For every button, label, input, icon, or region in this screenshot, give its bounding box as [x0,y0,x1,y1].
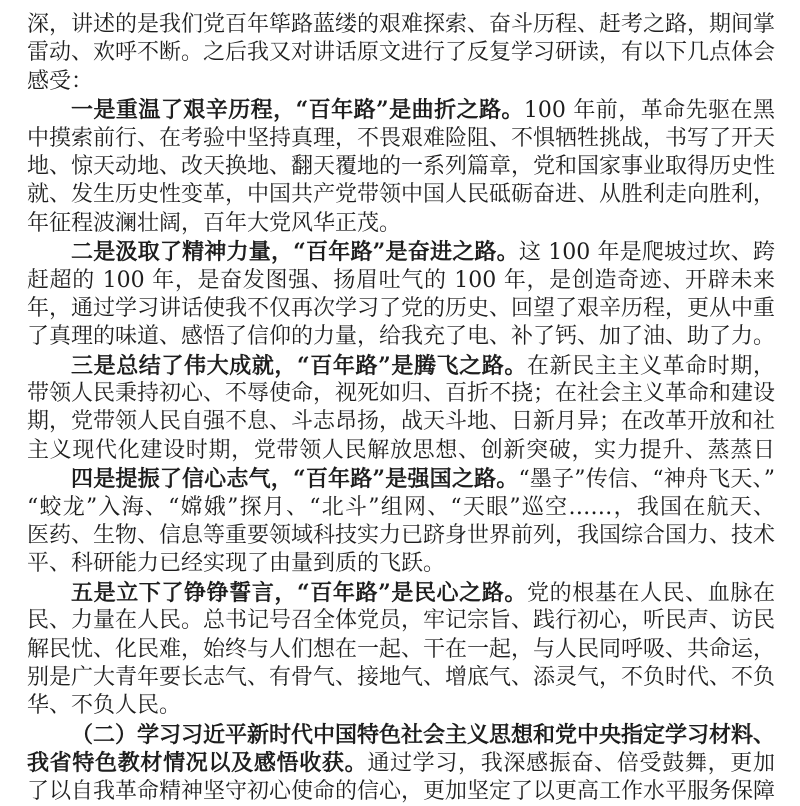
text-line-content [27,267,775,295]
text-line [27,68,775,96]
text-line-content [71,579,775,607]
bold-heading-text: 一是重温了艰辛历程，“百年路”是曲折之路。 [71,97,524,124]
body-text: 感受： [27,68,94,94]
text-line [27,437,775,465]
text-line-content [27,607,775,635]
body-text: 深，讲述的是我们党百年筚路蓝缕的艰难探索、奋斗历程、赶考之路，期间掌 [27,12,775,37]
body-text: 带领人民秉持初心、不辱使命，视死如归、百折不挠；在社会主义革命和建设 [27,381,775,407]
text-line-content [27,323,775,351]
text-line [27,692,775,720]
text-line-content [27,664,775,692]
text-line-content [71,721,775,749]
text-line-content [71,465,775,493]
text-line [27,125,775,153]
text-line [27,352,775,380]
text-line-content [27,550,775,578]
text-line-content [27,636,775,664]
text-line [27,494,775,522]
body-text: “墨子”传信、“神舟飞天、” [518,467,775,493]
text-line-content [27,68,775,96]
body-text: 平、科研能力已经实现了由量到质的飞跃。 [27,551,446,577]
body-text: 主义现代化建设时期，党带领人民解放思想、创新突破，实力提升、蒸蒸日 [27,437,775,463]
text-line [27,11,775,39]
text-line-content [27,210,775,238]
body-text: 这 100 年是爬坡过坎、跨 [518,240,775,266]
text-line-content [27,437,775,465]
text-line-content [27,380,775,408]
body-text: 100 年前，革命先驱在黑 [523,98,775,124]
text-line [27,465,775,493]
body-text: “蛟龙”入海、“嫦娥”探月、“北斗”组网、“天眼”巡空……，我国在航天、 [27,494,775,520]
document-body [27,11,775,806]
text-line-content [71,238,775,266]
text-line [27,522,775,550]
text-line-content [27,749,775,777]
text-line [27,550,775,578]
body-text: 华、不负人民。 [27,693,182,719]
body-text: 中摸索前行、在考验中坚持真理，不畏艰难险阻、不惧牺牲挑战，书写了开天 [27,125,775,151]
text-line-content [27,153,775,181]
text-line [27,267,775,295]
text-line-content [27,11,775,39]
text-line [27,408,775,436]
text-line [27,778,775,806]
body-text: 年征程波澜壮阔，百年大党风华正茂。 [27,210,402,236]
text-line-content [27,125,775,153]
body-text: 就、发生历史性变革，中国共产党带领中国人民砥砺奋进、从胜利走向胜利， [27,182,775,208]
text-line [27,749,775,777]
body-text: 医药、生物、信息等重要领域科技实力已跻身世界前列，我国综合国力、技术 [27,523,775,549]
bold-heading-text: 三是总结了伟大成就，“百年路”是腾飞之路。 [71,352,527,379]
bold-heading-text: （二）学习习近平新时代中国特色社会主义思想和党中央指定学习材料、 [71,721,775,748]
text-line [27,295,775,323]
body-text: 地、惊天动地、改天换地、翻天覆地的一系列篇章，党和国家事业取得历史性 [27,153,775,179]
body-text: 期，党带领人民自强不息、斗志昂扬，战天斗地、日新月异；在改革开放和社 [27,409,775,435]
text-line [27,721,775,749]
text-line [27,636,775,664]
body-text: 别是广大青年要长志气、有骨气、接地气、增底气、添灵气，不负时代、不负 [27,664,775,690]
text-line [27,380,775,408]
body-text: 了真理的味道、感悟了信仰的力量，给我充了电、补了钙、加了油、助了力。 [27,324,775,350]
body-text: 通过学习，我深感振奋、倍受鼓舞，更加 [367,751,775,777]
bold-heading-text: 四是提振了信心志气，“百年路”是强国之路。 [71,466,519,493]
text-line-content [27,692,775,720]
text-line [27,96,775,124]
bold-heading-text: 五是立下了铮铮誓言，“百年路”是民心之路。 [71,579,527,606]
text-line [27,181,775,209]
text-line-content [71,352,775,380]
text-line-content [71,96,775,124]
body-text: 赶超的 100 年，是奋发图强、扬眉吐气的 100 年，是创造奇迹、开辟未来 [27,267,775,293]
text-line-content [27,181,775,209]
text-line [27,238,775,266]
body-text: 雷动、欢呼不断。之后我又对讲话原文进行了反复学习研读，有以下几点体会 [27,40,775,66]
text-line-content [27,522,775,550]
text-line [27,607,775,635]
text-line [27,210,775,238]
text-line [27,664,775,692]
bold-heading-text: 二是汲取了精神力量，“百年路”是奋进之路。 [71,239,519,266]
text-line-content [27,39,775,67]
text-line [27,39,775,67]
text-line-content [27,778,775,806]
text-line-content [27,494,775,522]
text-line-content [27,408,775,436]
body-text: 了以自我革命精神坚守初心使命的信心，更加坚定了以更高工作水平服务保障 [27,778,775,804]
text-line-content [27,295,775,323]
text-line [27,323,775,351]
body-text: 党的根基在人民、血脉在 [526,580,775,606]
body-text: 年，通过学习讲话使我不仅再次学习了党的历史、回望了艰辛历程，更从中重 [27,295,775,321]
body-text: 民、力量在人民。总书记号召全体党员，牢记宗旨、践行初心，听民声、访民 [27,608,775,634]
text-line [27,579,775,607]
bold-heading-text: 我省特色教材情况以及感悟收获。 [27,750,368,777]
body-text: 解民忧、化民难，始终与人们想在一起、干在一起，与人民同呼吸、共命运， [27,636,775,662]
body-text: 在新民主主义革命时期， [526,353,775,379]
text-line [27,153,775,181]
